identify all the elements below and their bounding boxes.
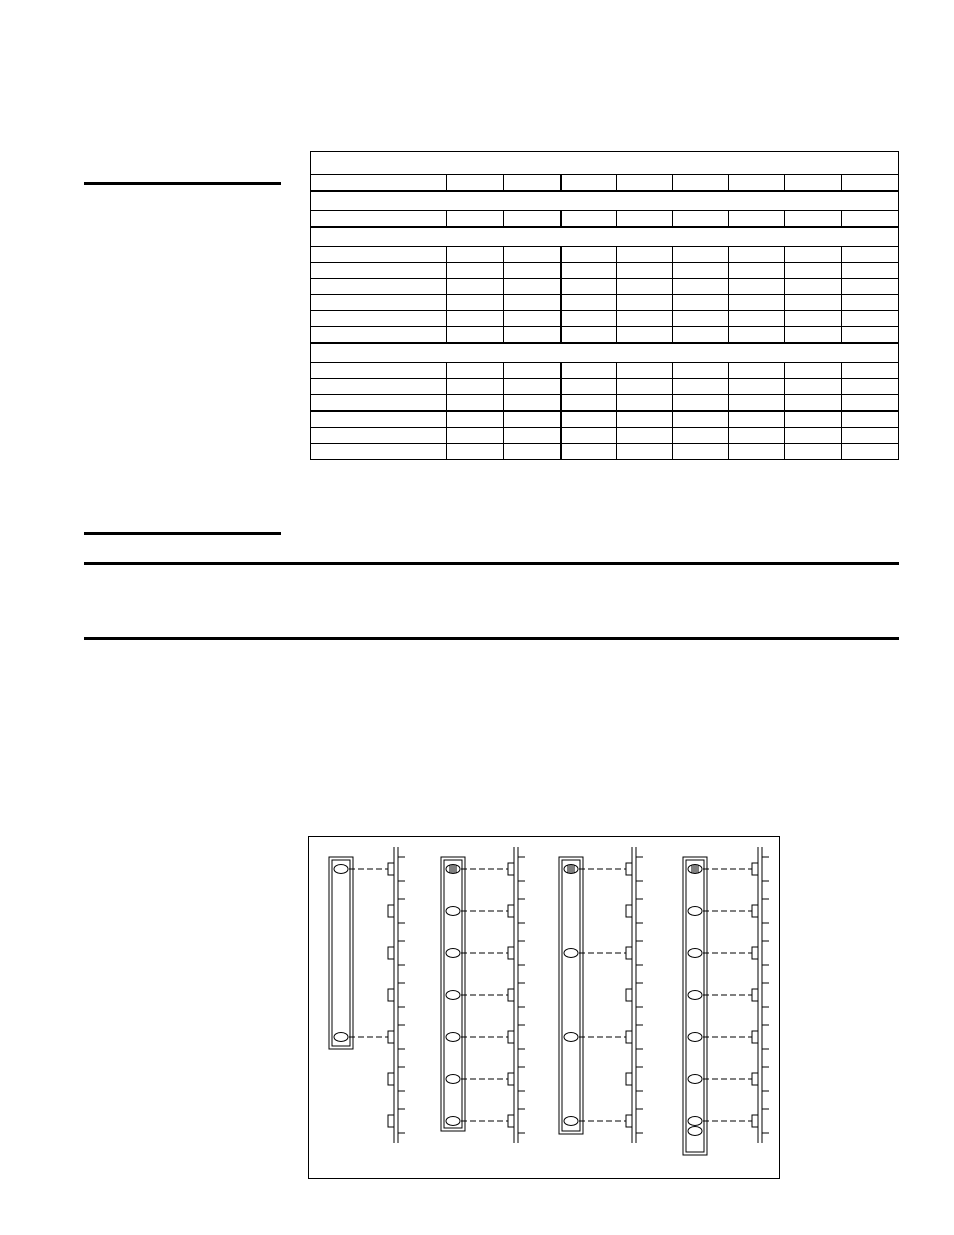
table-cell xyxy=(842,428,899,444)
table-cell xyxy=(729,428,785,444)
rail-clip xyxy=(762,1109,769,1133)
table-cell xyxy=(785,363,842,379)
table-cell xyxy=(504,279,561,295)
table-cell xyxy=(729,263,785,279)
table-row xyxy=(311,327,899,344)
table-row xyxy=(311,379,899,395)
table-cell xyxy=(504,263,561,279)
table-cell xyxy=(785,175,842,192)
table-cell xyxy=(842,247,899,263)
table-cell xyxy=(504,363,561,379)
table-cell xyxy=(785,311,842,327)
table-row xyxy=(311,444,899,460)
section-1-title-text xyxy=(311,191,899,211)
table-cell xyxy=(504,411,561,428)
rail-tab xyxy=(388,1031,394,1043)
table-cell xyxy=(617,327,673,344)
table-cell xyxy=(785,279,842,295)
rail-tab xyxy=(508,1073,514,1085)
table-cell xyxy=(729,395,785,412)
mounting-bar xyxy=(683,857,707,1155)
table-cell xyxy=(785,327,842,344)
table-cell xyxy=(785,295,842,311)
table-cell xyxy=(673,279,729,295)
rail-tab xyxy=(508,1031,514,1043)
table-cell xyxy=(617,363,673,379)
rail-clip xyxy=(762,1025,769,1049)
table-cell xyxy=(617,428,673,444)
rail-tab xyxy=(388,947,394,959)
mounting-hole xyxy=(446,907,460,916)
table-cell xyxy=(447,395,504,412)
specification-table xyxy=(310,151,899,460)
rail-clip xyxy=(398,899,405,923)
table-cell xyxy=(561,395,617,412)
table-cell xyxy=(729,175,785,192)
mounting-rail-figure xyxy=(308,836,780,1179)
rail-tab xyxy=(508,947,514,959)
table-cell xyxy=(617,311,673,327)
mounting-hole xyxy=(564,865,578,874)
table-cell xyxy=(673,295,729,311)
table-caption xyxy=(311,152,899,175)
table-row xyxy=(311,263,899,279)
mounting-bar xyxy=(559,857,583,1134)
rail-clip xyxy=(762,983,769,1007)
table-cell xyxy=(447,311,504,327)
table-cell xyxy=(561,247,617,263)
table-cell xyxy=(842,411,899,428)
rail-clip xyxy=(518,1067,525,1091)
table-cell xyxy=(504,327,561,344)
table-cell xyxy=(504,295,561,311)
rail-clip xyxy=(398,941,405,965)
table-cell xyxy=(673,411,729,428)
rail-tab xyxy=(626,1031,632,1043)
table-cell xyxy=(785,444,842,460)
rail-tab xyxy=(752,1115,758,1127)
mounting-hole xyxy=(446,865,460,874)
table-cell xyxy=(842,363,899,379)
table-cell xyxy=(729,279,785,295)
mounting-hole xyxy=(334,1033,348,1042)
table-cell xyxy=(673,327,729,344)
section-2-title-text xyxy=(311,227,899,247)
table-row xyxy=(311,428,899,444)
section-rule-bottom xyxy=(84,637,899,640)
table-cell xyxy=(617,211,673,228)
mounting-hole xyxy=(688,1127,702,1136)
table-row xyxy=(311,311,899,327)
table-cell xyxy=(673,428,729,444)
table-row xyxy=(311,295,899,311)
table-cell xyxy=(311,395,447,412)
rail-tab xyxy=(626,989,632,1001)
table-cell xyxy=(729,411,785,428)
table-cell xyxy=(673,175,729,192)
table-cell xyxy=(447,279,504,295)
table-cell xyxy=(504,444,561,460)
mounting-hole xyxy=(446,1075,460,1084)
table-row xyxy=(311,247,899,263)
table-cell xyxy=(842,395,899,412)
table-cell xyxy=(504,311,561,327)
table-cell xyxy=(842,211,899,228)
rail-clip xyxy=(518,941,525,965)
rail-clip xyxy=(398,1067,405,1091)
rail-tab xyxy=(626,863,632,875)
table-cell xyxy=(617,279,673,295)
table-cell xyxy=(673,211,729,228)
table-cell xyxy=(311,247,447,263)
table-cell xyxy=(617,175,673,192)
table-cell xyxy=(561,411,617,428)
sidebar-rule-bottom xyxy=(84,532,281,535)
table-cell xyxy=(785,395,842,412)
mounting-bar-inner xyxy=(332,860,350,1046)
table-cell xyxy=(673,444,729,460)
mounting-hole xyxy=(446,991,460,1000)
table-cell xyxy=(842,279,899,295)
table-cell xyxy=(561,444,617,460)
mounting-hole xyxy=(446,949,460,958)
rail-tab xyxy=(388,905,394,917)
table-cell xyxy=(673,263,729,279)
rail-tab xyxy=(388,989,394,1001)
table-cell xyxy=(785,379,842,395)
rail-clip xyxy=(398,857,405,881)
rail-clip xyxy=(518,983,525,1007)
table-cell xyxy=(617,247,673,263)
table-cell xyxy=(447,379,504,395)
table-cell xyxy=(447,295,504,311)
table-cell xyxy=(729,295,785,311)
table-cell xyxy=(729,363,785,379)
table-header-row xyxy=(311,175,899,192)
table-cell xyxy=(447,263,504,279)
section-2-title xyxy=(311,227,899,247)
table-cell xyxy=(504,428,561,444)
table-cell xyxy=(729,311,785,327)
table-cell xyxy=(617,444,673,460)
table-cell xyxy=(729,327,785,344)
rail-clip xyxy=(636,899,643,923)
table-cell xyxy=(561,311,617,327)
table-cell xyxy=(561,279,617,295)
table-cell xyxy=(504,211,561,228)
mounting-hole xyxy=(564,1117,578,1126)
table-cell xyxy=(447,444,504,460)
table-cell xyxy=(617,295,673,311)
table-cell xyxy=(561,327,617,344)
table-cell xyxy=(842,311,899,327)
table-cell xyxy=(673,247,729,263)
table-cell xyxy=(504,379,561,395)
rail-tab xyxy=(626,1115,632,1127)
rail-tab xyxy=(752,947,758,959)
table-cell xyxy=(311,327,447,344)
rail-clip xyxy=(762,1067,769,1091)
table-cell xyxy=(311,379,447,395)
section-rule-top xyxy=(84,562,899,565)
rail-tab xyxy=(508,989,514,1001)
table-cell xyxy=(447,247,504,263)
table-cell xyxy=(785,211,842,228)
rail-clip xyxy=(636,1025,643,1049)
table-caption-text xyxy=(311,152,899,175)
table-cell xyxy=(617,263,673,279)
rail-tab xyxy=(388,1073,394,1085)
rail-clip xyxy=(762,899,769,923)
table-cell xyxy=(311,279,447,295)
table-cell xyxy=(504,395,561,412)
table-cell xyxy=(447,411,504,428)
mounting-hole xyxy=(688,949,702,958)
table-cell xyxy=(673,363,729,379)
section-3-title-text xyxy=(311,343,899,363)
table-cell xyxy=(311,295,447,311)
rail-clip xyxy=(636,857,643,881)
table-cell xyxy=(729,379,785,395)
rail-tab xyxy=(752,989,758,1001)
mounting-bar-inner xyxy=(562,860,580,1131)
rail-tab xyxy=(508,905,514,917)
table-cell xyxy=(729,247,785,263)
table-cell xyxy=(561,211,617,228)
table-cell xyxy=(729,211,785,228)
table-cell xyxy=(785,263,842,279)
rail-clip xyxy=(518,1025,525,1049)
table-cell xyxy=(561,263,617,279)
rail-clip xyxy=(636,941,643,965)
table-cell xyxy=(447,175,504,192)
mounting-hole xyxy=(446,1117,460,1126)
mounting-hole xyxy=(688,865,702,874)
table-cell xyxy=(842,444,899,460)
table-cell xyxy=(842,379,899,395)
rail-tab xyxy=(508,863,514,875)
table-cell xyxy=(561,379,617,395)
rail-tab xyxy=(752,1031,758,1043)
section-1-title xyxy=(311,191,899,211)
rail-clip xyxy=(518,857,525,881)
mounting-hole xyxy=(446,1033,460,1042)
mounting-hole xyxy=(564,1033,578,1042)
table-cell xyxy=(842,175,899,192)
rail-clip xyxy=(398,983,405,1007)
mounting-hole xyxy=(688,1033,702,1042)
table-cell xyxy=(842,327,899,344)
table-cell xyxy=(842,263,899,279)
table-cell xyxy=(311,211,447,228)
table-cell xyxy=(673,311,729,327)
table-cell xyxy=(561,363,617,379)
mounting-hole xyxy=(688,991,702,1000)
rail-tab xyxy=(626,1073,632,1085)
mounting-hole xyxy=(334,865,348,874)
table-cell xyxy=(311,263,447,279)
table-cell xyxy=(447,428,504,444)
table-cell xyxy=(311,311,447,327)
table-row xyxy=(311,411,899,428)
rail-clip xyxy=(398,1025,405,1049)
mounting-hole xyxy=(564,949,578,958)
table-cell xyxy=(785,247,842,263)
table-cell xyxy=(729,444,785,460)
table-cell xyxy=(785,411,842,428)
table-cell xyxy=(842,295,899,311)
table-cell xyxy=(617,411,673,428)
rail-clip xyxy=(762,941,769,965)
table-cell xyxy=(561,428,617,444)
table-cell xyxy=(673,379,729,395)
mounting-hole xyxy=(688,907,702,916)
table-cell xyxy=(561,295,617,311)
table-cell xyxy=(617,379,673,395)
rail-tab xyxy=(752,905,758,917)
table-row xyxy=(311,395,899,412)
table-cell xyxy=(617,395,673,412)
mounting-hole xyxy=(688,1075,702,1084)
table-cell xyxy=(447,211,504,228)
table-cell xyxy=(447,327,504,344)
rail-tab xyxy=(508,1115,514,1127)
rail-clip xyxy=(636,1109,643,1133)
table-cell xyxy=(561,175,617,192)
figure-drawing xyxy=(309,837,781,1180)
rail-tab xyxy=(626,905,632,917)
rail-clip xyxy=(636,983,643,1007)
sidebar-rule-top xyxy=(84,182,281,185)
rail-clip xyxy=(762,857,769,881)
table-cell xyxy=(311,363,447,379)
table-row xyxy=(311,279,899,295)
table-cell xyxy=(311,444,447,460)
table-cell xyxy=(785,428,842,444)
rail-tab xyxy=(626,947,632,959)
mounting-bar xyxy=(329,857,353,1049)
rail-clip xyxy=(398,1109,405,1133)
mounting-bar-inner xyxy=(686,860,704,1152)
rail-clip xyxy=(518,899,525,923)
table-cell xyxy=(447,363,504,379)
table-cell xyxy=(504,247,561,263)
rail-tab xyxy=(388,1115,394,1127)
table-row xyxy=(311,211,899,228)
rail-tab xyxy=(388,863,394,875)
mounting-hole xyxy=(688,1117,702,1126)
table-cell xyxy=(311,428,447,444)
table-cell xyxy=(311,411,447,428)
rail-tab xyxy=(752,1073,758,1085)
rail-clip xyxy=(518,1109,525,1133)
table-cell xyxy=(673,395,729,412)
table-cell xyxy=(311,175,447,192)
rail-tab xyxy=(752,863,758,875)
rail-clip xyxy=(636,1067,643,1091)
table-row xyxy=(311,363,899,379)
table-cell xyxy=(504,175,561,192)
section-3-title xyxy=(311,343,899,363)
